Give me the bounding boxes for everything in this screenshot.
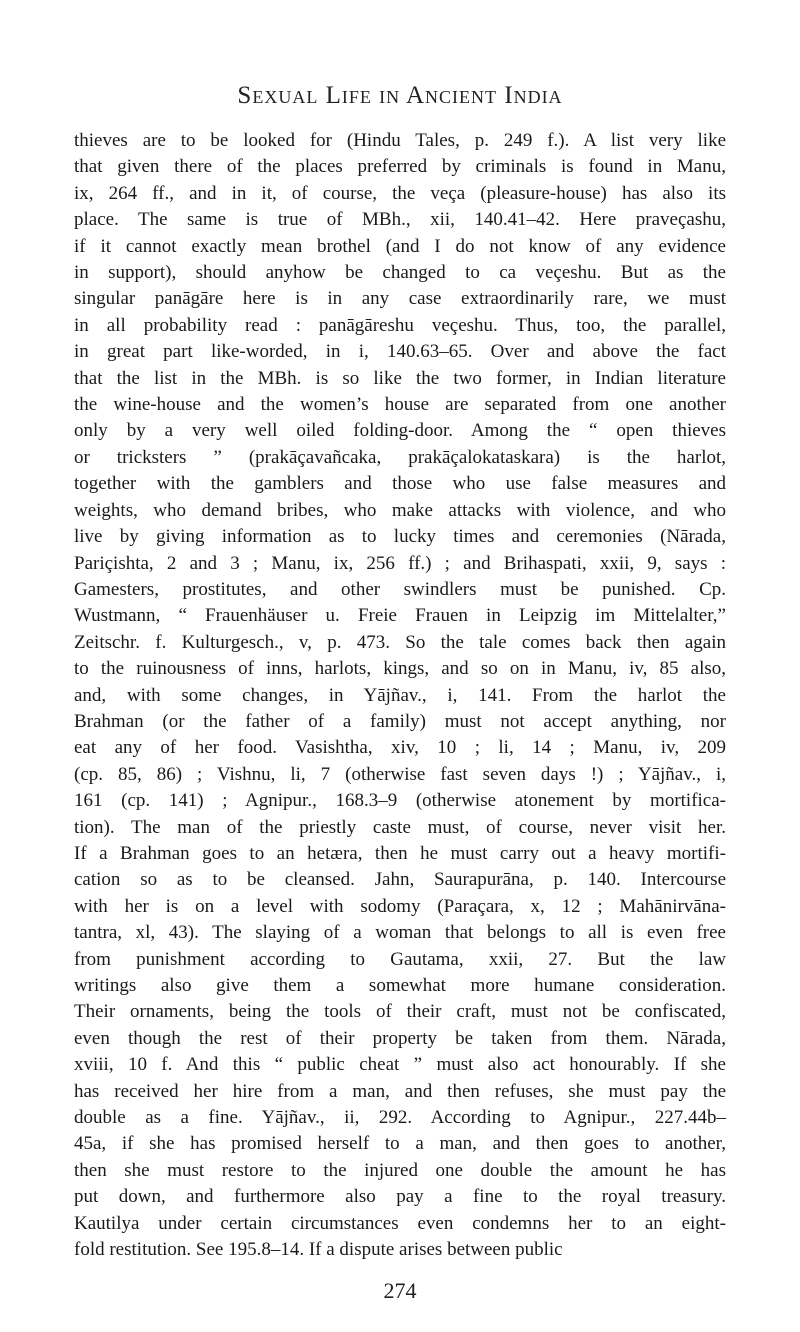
text-line: and, with some changes, in Yājñav., i, 141. From the harlot the bbox=[74, 684, 726, 706]
text-line: ix, 264 ff., and in it, of course, the veça (pleasure-house) has also its bbox=[74, 182, 726, 204]
text-line: only by a very well oiled folding-door. Among the “ open thieves bbox=[74, 420, 726, 442]
text-line: tion). The man of the priestly caste must, of course, never visit her. bbox=[74, 816, 726, 838]
page-number: 274 bbox=[383, 1278, 417, 1303]
text-line: thieves are to be looked for (Hindu Tales, p. 249 f.). A list very like bbox=[74, 130, 726, 151]
text-line: eat any of her food. Vasishtha, xiv, 10 ; li, 14 ; Manu, iv, 209 bbox=[74, 737, 726, 759]
text-line: Gamesters, prostitutes, and other swindlers must be punished. Cp. bbox=[74, 578, 726, 600]
text-line: fold restitution. See 195.8–14. If a dispute arises between public bbox=[74, 1239, 563, 1261]
text-line: place. The same is true of MBh., xii, 140.41–42. Here praveçashu, bbox=[74, 209, 726, 231]
text-line: Zeitschr. f. Kulturgesch., v, p. 473. So the tale comes back then again bbox=[74, 631, 726, 653]
text-line: or tricksters ” (prakāçavañcaka, prakāçalokataskara) is the harlot, bbox=[74, 446, 726, 468]
text-line: 161 (cp. 141) ; Agnipur., 168.3–9 (otherwise atonement by mortifica- bbox=[74, 790, 726, 812]
text-line: Kautilya under certain circumstances even condemns her to an eight- bbox=[74, 1212, 726, 1234]
text-line: that given there of the places preferred by criminals is found in Manu, bbox=[74, 156, 726, 178]
text-line: Their ornaments, being the tools of their craft, must not be confiscated, bbox=[74, 1001, 726, 1023]
text-line: Brahman (or the father of a family) must not accept anything, nor bbox=[74, 710, 726, 732]
text-line: together with the gamblers and those who use false measures and bbox=[74, 473, 726, 495]
text-line: to the ruinousness of inns, harlots, kings, and so on in Manu, iv, 85 also, bbox=[74, 658, 726, 680]
text-line: that the list in the MBh. is so like the two former, in Indian literature bbox=[74, 367, 726, 389]
text-line: then she must restore to the injured one double the amount he has bbox=[74, 1159, 726, 1181]
text-line: tantra, xl, 43). The slaying of a woman that belongs to all is even free bbox=[74, 922, 726, 944]
text-line: in great part like-worded, in i, 140.63–65. Over and above the fact bbox=[74, 341, 726, 363]
text-line: with her is on a level with sodomy (Paraçara, x, 12 ; Mahānirvāna- bbox=[74, 895, 726, 917]
text-line: the wine-house and the women’s house are separated from one another bbox=[74, 394, 726, 416]
text-line: xviii, 10 f. And this “ public cheat ” must also act honourably. If she bbox=[74, 1054, 726, 1076]
text-line: Pariçishta, 2 and 3 ; Manu, ix, 256 ff.) ; and Brihaspati, xxii, 9, says : bbox=[74, 552, 726, 574]
text-line: singular panāgāre here is in any case extraordinarily rare, we must bbox=[74, 288, 726, 310]
text-line: even though the rest of their property be taken from them. Nārada, bbox=[74, 1027, 726, 1049]
text-line: cation so as to be cleansed. Jahn, Saurapurāna, p. 140. Intercourse bbox=[74, 869, 726, 891]
text-line: writings also give them a somewhat more humane consideration. bbox=[74, 975, 726, 996]
text-line: 45a, if she has promised herself to a man, and then goes to another, bbox=[74, 1133, 726, 1155]
text-line: weights, who demand bribes, who make attacks with violence, and who bbox=[74, 499, 726, 521]
text-line: in support), should anyhow be changed to ca veçeshu. But as the bbox=[74, 262, 726, 284]
text-line: put down, and furthermore also pay a fine to the royal treasury. bbox=[74, 1186, 726, 1208]
text-line: (cp. 85, 86) ; Vishnu, li, 7 (otherwise fast seven days !) ; Yājñav., i, bbox=[74, 763, 726, 785]
text-line: Wustmann, “ Frauenhäuser u. Freie Frauen in Leipzig im Mittelalter,” bbox=[74, 605, 726, 627]
text-line: double as a fine. Yājñav., ii, 292. According to Agnipur., 227.44b– bbox=[74, 1107, 726, 1129]
text-line: has received her hire from a man, and then refuses, she must pay the bbox=[74, 1080, 726, 1102]
text-line: in all probability read : panāgāreshu veçeshu. Thus, too, the parallel, bbox=[74, 314, 726, 336]
text-line: live by giving information as to lucky times and ceremonies (Nārada, bbox=[74, 526, 726, 548]
text-line: if it cannot exactly mean brothel (and I do not know of any evidence bbox=[74, 235, 726, 257]
text-line: from punishment according to Gautama, xxii, 27. But the law bbox=[74, 948, 726, 970]
body-text bbox=[74, 128, 726, 1263]
running-title: Sexual Life in Ancient India bbox=[237, 82, 563, 109]
text-line: If a Brahman goes to an hetæra, then he must carry out a heavy mortifi- bbox=[74, 842, 726, 864]
